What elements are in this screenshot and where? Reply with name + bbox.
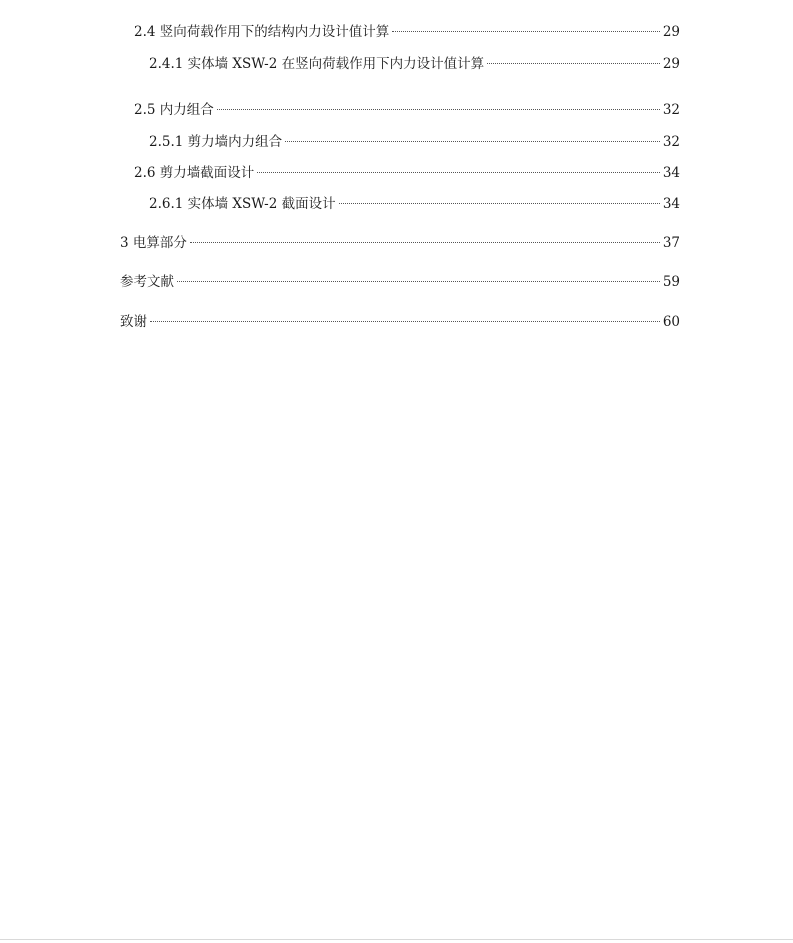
toc-entry-title: 2.4 竖向荷载作用下的结构内力设计值计算: [134, 24, 390, 40]
toc-dot-leader: [257, 172, 660, 173]
toc-page-number: 59: [662, 274, 680, 290]
toc-page-number: 34: [662, 196, 680, 212]
toc-entry-2-6[interactable]: [134, 164, 680, 182]
toc-dot-leader: [339, 203, 660, 204]
toc-page-number: 29: [662, 24, 680, 40]
toc-entry-title: 3 电算部分: [120, 235, 187, 251]
toc-dot-leader: [487, 63, 660, 64]
toc-page-number: 29: [662, 56, 680, 72]
toc-entry-title: 2.6.1 实体墙 XSW-2 截面设计: [149, 196, 336, 212]
toc-entry-2-4-1[interactable]: [149, 55, 680, 73]
toc-page-number: 37: [662, 235, 680, 251]
toc-entry-2-6-1[interactable]: [149, 195, 680, 213]
toc-entry-2-5[interactable]: [134, 101, 680, 119]
toc-entry-2-4[interactable]: [134, 23, 680, 41]
toc-entry-title: 2.5 内力组合: [134, 102, 214, 118]
toc-page-number: 60: [662, 314, 680, 330]
toc-entry-title: 致谢: [120, 314, 147, 330]
toc-dot-leader: [392, 31, 660, 32]
toc-entry-title: 2.4.1 实体墙 XSW-2 在竖向荷载作用下内力设计值计算: [149, 56, 485, 72]
toc-page-number: 32: [662, 134, 680, 150]
toc-entry-references[interactable]: [120, 273, 680, 291]
toc-dot-leader: [177, 281, 660, 282]
toc-entry-acknowledgements[interactable]: [120, 313, 680, 331]
page-bottom-border: [0, 939, 793, 940]
toc-entry-3[interactable]: [120, 234, 680, 252]
toc-entry-title: 2.6 剪力墙截面设计: [134, 165, 255, 181]
toc-dot-leader: [217, 109, 660, 110]
toc-entry-title: 2.5.1 剪力墙内力组合: [149, 134, 283, 150]
toc-entry-title: 参考文献: [120, 274, 174, 290]
toc-page-number: 34: [662, 165, 680, 181]
toc-dot-leader: [285, 141, 660, 142]
toc-dot-leader: [190, 242, 660, 243]
toc-page-number: 32: [662, 102, 680, 118]
toc-dot-leader: [150, 321, 660, 322]
toc-entry-2-5-1[interactable]: [149, 133, 680, 151]
